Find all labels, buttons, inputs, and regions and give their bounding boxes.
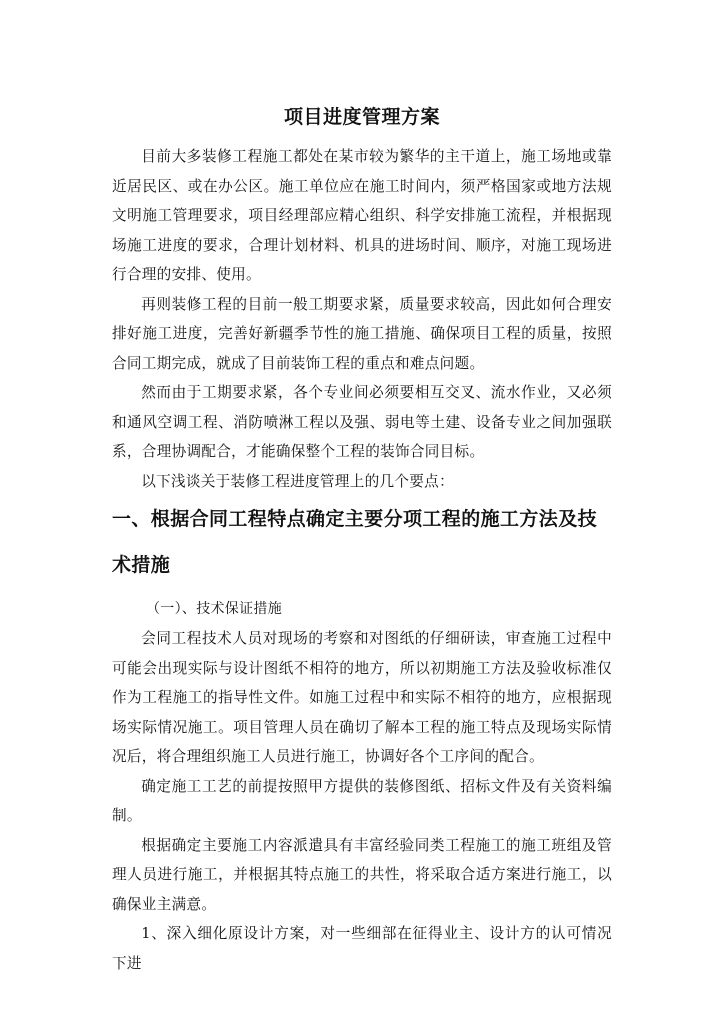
section-1-paragraph-2: 确定施工工艺的前提按照甲方提供的装修图纸、招标文件及有关资料编制。 (112, 777, 612, 824)
section-1-paragraph-1: 会同工程技术人员对现场的考察和对图纸的仔细研读，审查施工过程中可能会出现实际与设计图纸不相符的地方，所以初期施工方法及验收标准仅作为工程施工的指导性文件。如施工过程中和实际不相符的地方，应根据现场实际情况施工。项目管理人员在确切了解本工程的施工特点及现场实际情况后，将合理组织施工人员进行施工，协调好各个工序间的配合。 (112, 630, 612, 765)
document-title: 项目进度管理方案 (283, 106, 440, 128)
document-body (112, 102, 612, 978)
intro-paragraph-4: 以下浅谈关于装修工程进度管理上的几个要点： (141, 472, 454, 490)
section-1-subheading: （一）、技术保证措施 (146, 601, 282, 617)
section-1-heading: 一、根据合同工程特点确定主要分项工程的施工方法及技术措施 (112, 508, 598, 576)
intro-paragraph-2: 再则装修工程的目前一般工期要求紧，质量要求较高，因此如何合理安排好施工进度，完善好新疆季节性的施工措施、确保项目工程的质量，按照合同工期完成，就成了目前装饰工程的重点和难点问题。 (112, 295, 612, 372)
section-1-paragraph-3: 根据确定主要施工内容派遣具有丰富经验同类工程施工的施工班组及管理人员进行施工，并根据其特点施工的共性，将采取合适方案进行施工，以确保业主满意。 (112, 836, 612, 913)
section-1-paragraph-4: 1、深入细化原设计方案，对一些细部在征得业主、设计方的认可情况下进 (112, 925, 612, 972)
intro-paragraph-3: 然而由于工期要求紧，各个专业间必须要相互交叉、流水作业，又必须和通风空调工程、消防喷淋工程以及强、弱电等土建、设备专业之间加强联系，合理协调配合，才能确保整个工程的装饰合同目标。 (112, 384, 612, 460)
intro-paragraph-1: 目前大多装修工程施工都处在某市较为繁华的主干道上，施工场地或靠近居民区、或在办公区。施工单位应在施工时间内，须严格国家或地方法规文明施工管理要求，项目经理部应精心组织、科学安排施工流程，并根据现场施工进度的要求，合理计划材料、机具的进场时间、顺序，对施工现场进行合理的安排、使用。 (112, 148, 612, 283)
